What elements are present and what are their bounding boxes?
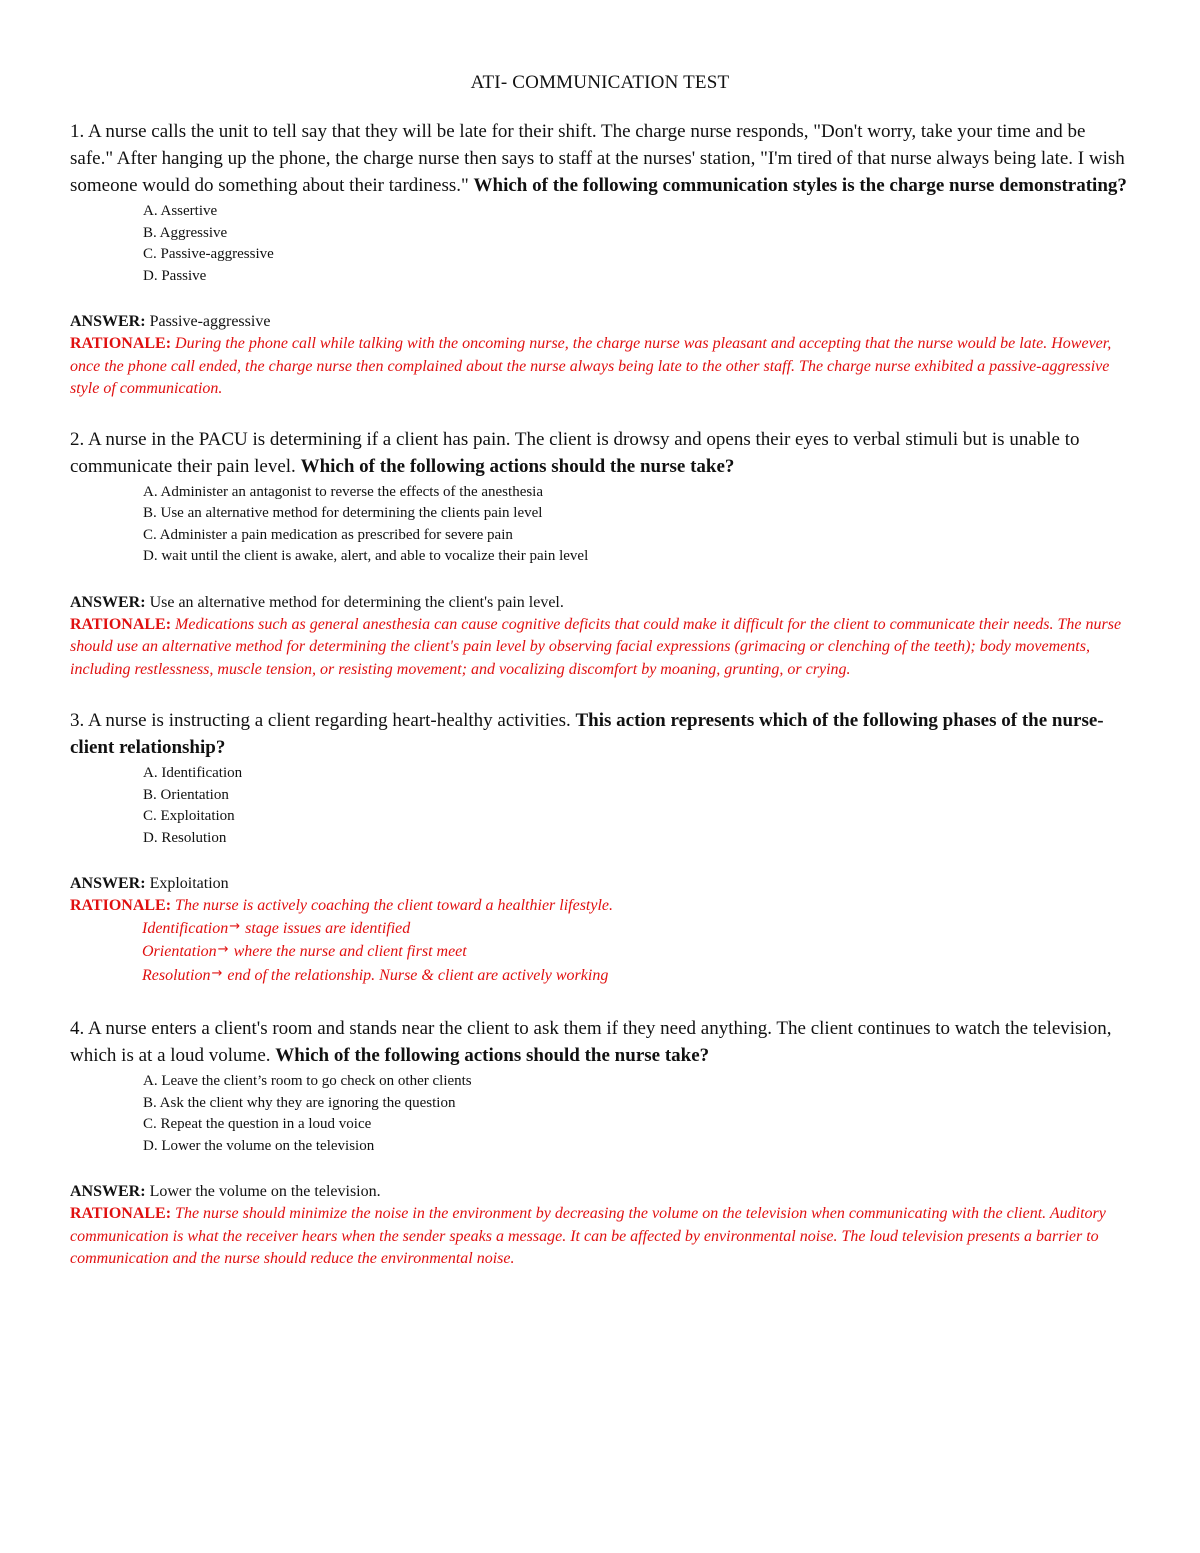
document-page xyxy=(70,72,1130,1271)
rationale-line xyxy=(70,614,1130,682)
question-stem xyxy=(70,426,1130,480)
answer-options xyxy=(70,482,1130,568)
answer-value: Passive-aggressive xyxy=(145,313,271,330)
phase-item xyxy=(142,941,1130,965)
question-prompt: This action represents which of the following phases of the nurse-client relationship? xyxy=(70,710,1104,758)
page-title: ATI- COMMUNICATION TEST xyxy=(470,72,730,93)
rationale-label: RATIONALE: xyxy=(70,1205,172,1222)
option-b: B. Orientation xyxy=(143,786,229,803)
question-4 xyxy=(70,1015,1130,1271)
question-2 xyxy=(70,426,1130,682)
answer-label: ANSWER: xyxy=(70,593,146,611)
option-c: C. Repeat the question in a loud voice xyxy=(143,1116,372,1132)
question-1 xyxy=(70,118,1130,401)
option-a: A. Leave the client’s room to go check on other clients xyxy=(143,1073,472,1089)
rationale-line xyxy=(70,333,1130,401)
option-c: C. Administer a pain medication as prescribed for severe pain xyxy=(143,526,513,543)
phase-term: Orientation xyxy=(142,943,217,960)
phase-desc: where the nurse and client first meet xyxy=(233,943,467,960)
option-a: A. Administer an antagonist to reverse the effects of the anesthesia xyxy=(143,483,544,500)
rationale-line xyxy=(70,1203,1130,1271)
question-text: 1. A nurse calls the unit to tell say that they will be late for their shift. The charge nurse responds, "Don't worry, take your time and be safe." After hanging up the phone, the charge nurse then says to staff at the nurses' station, "I'm tired of that nurse always being late. I wish someone would do something about their tardiness." xyxy=(70,121,1125,196)
question-prompt: Which of the following actions should the nurse take? xyxy=(275,1045,710,1066)
answer-value: Use an alternative method for determining the client's pain level. xyxy=(145,593,564,611)
answer-value: Exploitation xyxy=(145,875,229,892)
right-arrow-icon: → xyxy=(229,918,241,934)
answer-options xyxy=(70,201,1130,287)
option-a: A. Assertive xyxy=(143,203,218,219)
question-prompt: Which of the following actions should the nurse take? xyxy=(300,455,735,477)
option-d: D. wait until the client is awake, alert, and able to vocalize their pain level xyxy=(143,548,589,564)
rationale-line xyxy=(70,895,1130,918)
question-text: 3. A nurse is instructing a client regarding heart-healthy activities. xyxy=(70,710,576,731)
option-b: B. Aggressive xyxy=(143,224,228,241)
question-stem xyxy=(70,707,1130,761)
option-d: D. Resolution xyxy=(143,829,227,846)
question-stem xyxy=(70,1015,1130,1069)
option-b: B. Ask the client why they are ignoring the question xyxy=(143,1094,456,1111)
right-arrow-icon: → xyxy=(217,942,229,957)
phase-desc: end of the relationship. Nurse & client are actively working xyxy=(227,966,609,984)
answer-line xyxy=(70,1181,1130,1203)
question-prompt: Which of the following communication styles is the charge nurse demonstrating? xyxy=(473,175,1127,196)
option-d: D. Lower the volume on the television xyxy=(143,1137,375,1154)
phase-definitions xyxy=(70,918,1130,989)
answer-label: ANSWER: xyxy=(70,313,146,330)
option-c: C. Exploitation xyxy=(143,808,235,824)
rationale-label: RATIONALE: xyxy=(70,335,172,352)
option-d: D. Passive xyxy=(143,267,207,284)
rationale-label: RATIONALE: xyxy=(70,615,172,633)
rationale-label: RATIONALE: xyxy=(70,897,172,914)
phase-term: Identification xyxy=(142,919,229,937)
rationale-text: Medications such as general anesthesia can cause cognitive deficits that could make it difficult for the client to communicate their needs. The nurse should use an alternative method for determining the client's pain level by observing facial expressions (grimacing or clenching of the teeth); body movements, including restlessness, muscle tension, or resisting movement; and vocalizing discomfort by moaning, grunting, or crying. xyxy=(70,615,1122,678)
answer-line xyxy=(70,592,1130,614)
phase-item xyxy=(142,918,1130,942)
question-3 xyxy=(70,707,1130,988)
rationale-text: The nurse is actively coaching the client toward a healthier lifestyle. xyxy=(171,897,614,914)
question-text: 2. A nurse in the PACU is determining if a client has pain. The client is drowsy and opens their eyes to verbal stimuli but is unable to communicate their pain level. xyxy=(70,428,1080,477)
answer-line xyxy=(70,311,1130,333)
option-a: A. Identification xyxy=(143,765,243,781)
answer-line xyxy=(70,873,1130,895)
phase-desc: stage issues are identified xyxy=(245,919,411,937)
rationale-text: During the phone call while talking with the oncoming nurse, the charge nurse was pleasant and accepting that the nurse would be late. However, once the phone call ended, the charge nurse then complained about the nurse always being late to the other staff. The charge nurse exhibited a passive-aggressive style of communication. xyxy=(70,335,1112,397)
rationale-text: The nurse should minimize the noise in the environment by decreasing the volume on the television when communicating with the client. Auditory communication is what the receiver hears when the sender speaks a message. It can be affected by environmental noise. The loud television presents a barrier to communication and the nurse should reduce the environmental noise. xyxy=(70,1205,1106,1267)
answer-label: ANSWER: xyxy=(70,875,146,892)
answer-label: ANSWER: xyxy=(70,1183,146,1200)
phase-term: Resolution xyxy=(142,966,211,984)
answer-options xyxy=(70,1071,1130,1157)
right-arrow-icon: → xyxy=(211,965,223,981)
answer-options xyxy=(70,763,1130,849)
question-text: 4. A nurse enters a client's room and stands near the client to ask them if they need anything. The client continues to watch the television, which is at a loud volume. xyxy=(70,1018,1112,1066)
question-stem xyxy=(70,118,1130,199)
option-b: B. Use an alternative method for determining the clients pain level xyxy=(143,505,543,521)
answer-value: Lower the volume on the television. xyxy=(145,1183,381,1200)
phase-item xyxy=(142,965,1130,989)
option-c: C. Passive-aggressive xyxy=(143,246,274,262)
